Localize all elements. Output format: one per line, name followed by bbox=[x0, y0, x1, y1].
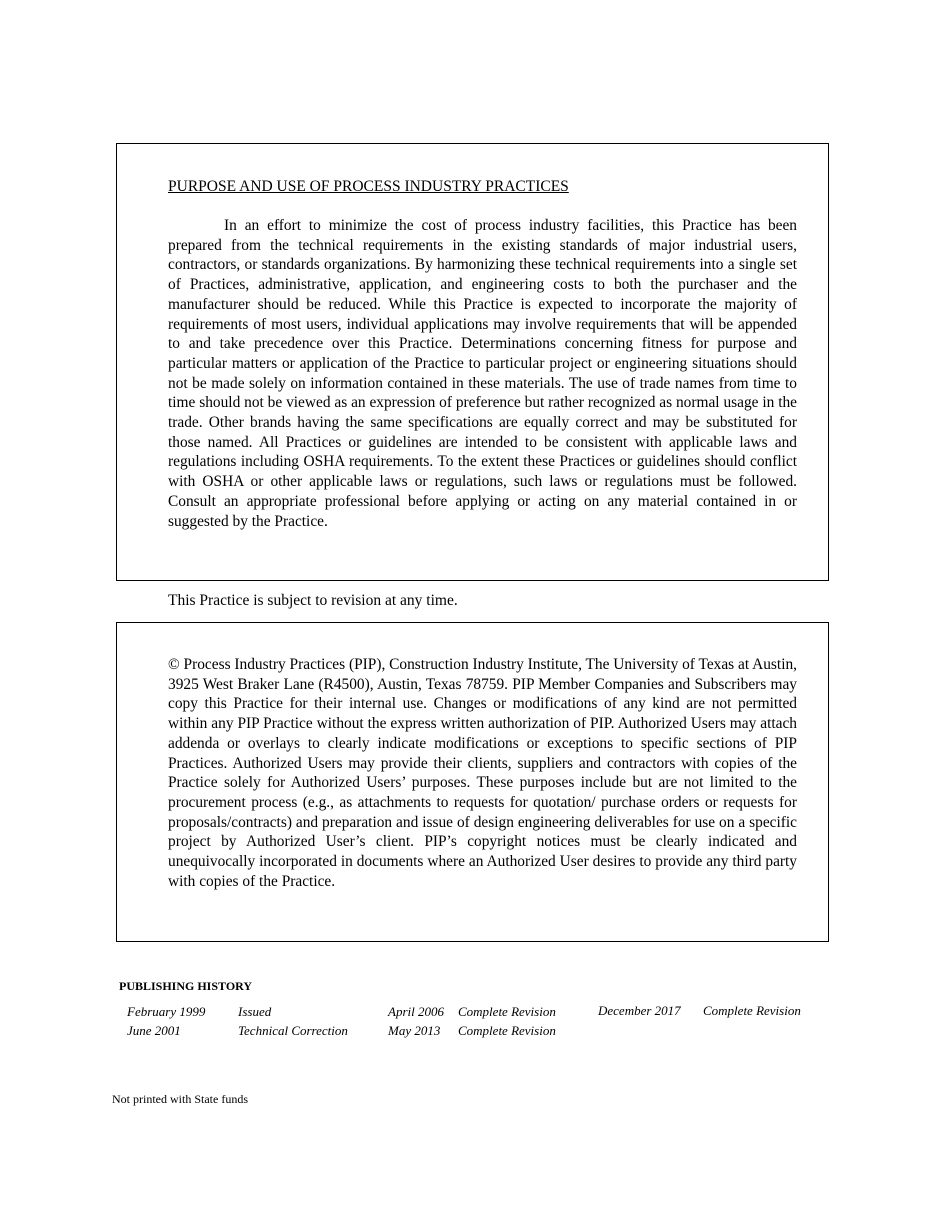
footer-note: Not printed with State funds bbox=[112, 1092, 248, 1106]
copyright-paragraph: © Process Industry Practices (PIP), Construction Industry Institute, The University of Texas at Austin, 3925 West Braker Lane (R4500), Austin, Texas 78759. PIP Member Companies and Subscribers may copy this Practice for their internal use. Changes or modifications of any kind are not permitted within any PIP Practice without the express written authorization of PIP. Authorized Users may attach addenda or overlays to clearly indicate modifications or exceptions to specific sections of PIP Practices. Authorized Users may provide their clients, suppliers and contractors with copies of the Practice solely for Authorized Users’ purposes. These purposes include but are not limited to the procurement process (e.g., as attachments to requests for quotation/ purchase orders or requests for proposals/contracts) and preparation and issue of design engineering deliverables for use on a specific project by Authorized User’s client. PIP’s copyright notices must be clearly indicated and unequivocally incorporated in documents where an Authorized User desires to provide any third party with copies of the Practice. bbox=[168, 656, 798, 890]
history-event: Complete Revision bbox=[458, 1023, 556, 1038]
history-date: May 2013 bbox=[388, 1023, 441, 1038]
history-event: Technical Correction bbox=[238, 1023, 348, 1038]
purpose-heading: PURPOSE AND USE OF PROCESS INDUSTRY PRACTICES bbox=[168, 178, 569, 195]
history-event: Complete Revision bbox=[703, 1003, 801, 1018]
history-date: June 2001 bbox=[127, 1023, 181, 1038]
publishing-history-title: PUBLISHING HISTORY bbox=[119, 979, 253, 993]
history-event: Issued bbox=[238, 1004, 272, 1019]
copyright-section-box bbox=[116, 622, 829, 942]
purpose-paragraph: In an effort to minimize the cost of process industry facilities, this Practice has been prepared from the technical requirements in the existing standards of major industrial users, contractors, or standards organizations. By harmonizing these technical requirements into a single set of Practices, administrative, application, and engineering costs to both the purchaser and the manufacturer should be reduced. While this Practice is expected to incorporate the majority of requirements of most users, individual applications may involve requirements that will be appended to and take precedence over this Practice. Determinations concerning fitness for purpose and particular matters or application of the Practice to particular project or engineering situations should not be made solely on information contained in these materials. The use of trade names from time to time should not be viewed as an expression of preference but rather recognized as normal usage in the trade. Other brands having the same specifications are equally correct and may be substituted for those named. All Practices or guidelines are intended to be consistent with applicable laws and regulations including OSHA requirements. To the extent these Practices or guidelines should conflict with OSHA or other applicable laws or regulations, such laws or regulations must be followed. Consult an appropriate professional before applying or acting on any material contained in or suggested by the Practice. bbox=[168, 217, 797, 530]
purpose-section-box bbox=[116, 143, 829, 581]
history-date: December 2017 bbox=[598, 1003, 681, 1018]
history-date: April 2006 bbox=[388, 1004, 444, 1019]
revision-note: This Practice is subject to revision at any time. bbox=[168, 592, 458, 609]
history-date: February 1999 bbox=[127, 1004, 206, 1019]
history-event: Complete Revision bbox=[458, 1004, 556, 1019]
